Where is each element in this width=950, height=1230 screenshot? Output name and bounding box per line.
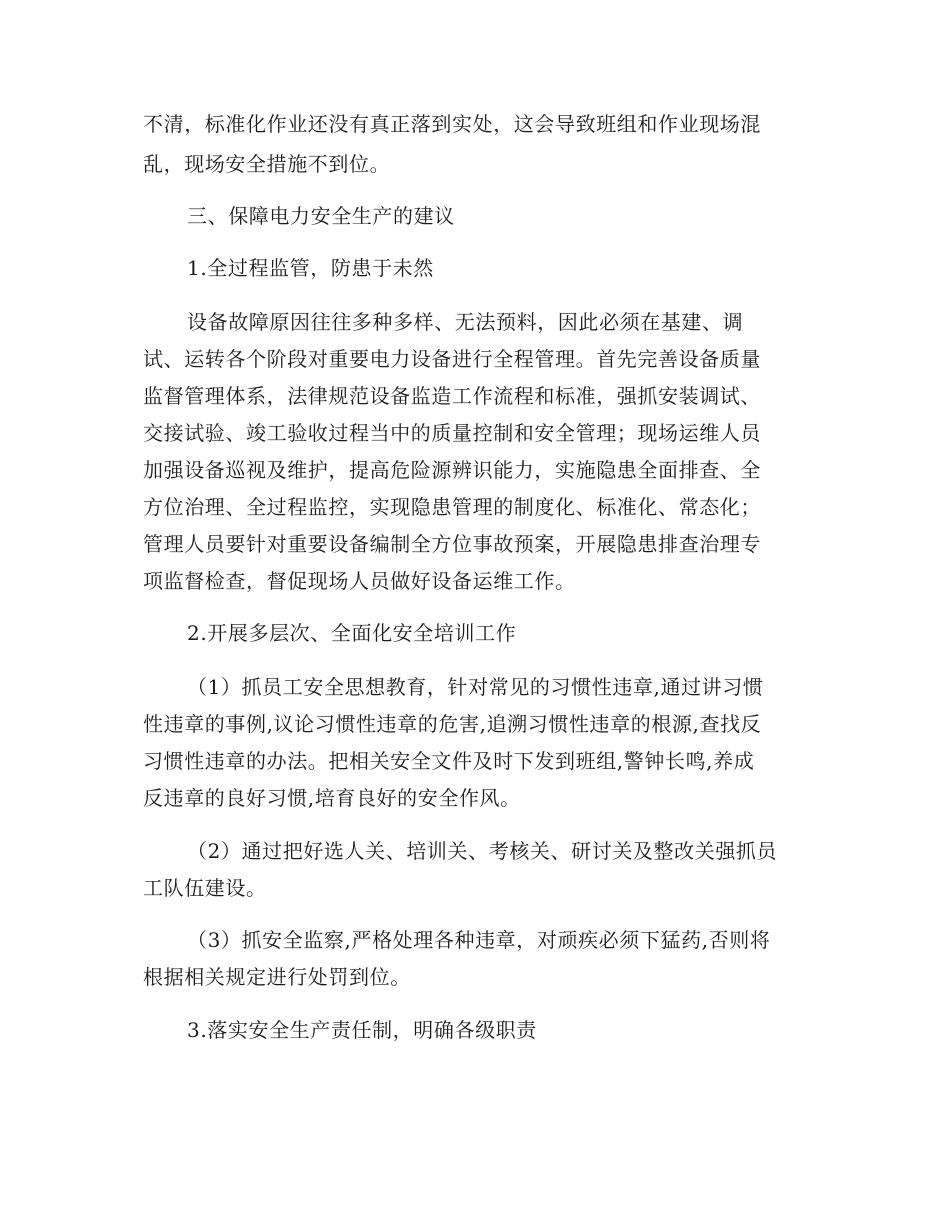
subsection-heading: 2.开展多层次、全面化安全培训工作: [187, 621, 517, 645]
paragraph-line: （3）抓安全监察,严格处理各种违章，对顽疾必须下猛药,否则将: [187, 928, 771, 952]
paragraph-line: 交接试验、竣工验收过程当中的质量控制和安全管理；现场运维人员: [143, 421, 761, 445]
subsection-heading: 1.全过程监管，防患于未然: [187, 256, 434, 280]
paragraph-line: 加强设备巡视及维护，提高危险源辨识能力，实施隐患全面排查、全: [143, 458, 761, 482]
paragraph-line: 乱，现场安全措施不到位。: [143, 152, 391, 176]
paragraph-line: 管理人员要针对重要设备编制全方位事故预案，开展隐患排查治理专: [143, 532, 761, 556]
section-heading: 三、保障电力安全生产的建议: [187, 204, 455, 228]
paragraph-line: 性违章的事例,议论习惯性违章的危害,追溯习惯性违章的根源,查找反: [143, 712, 762, 736]
paragraph-line: 方位治理、全过程监控，实现隐患管理的制度化、标准化、常态化；: [143, 495, 761, 519]
paragraph-line: 根据相关规定进行处罚到位。: [143, 965, 411, 989]
paragraph-line: （2）通过把好选人关、培训关、考核关、研讨关及整改关强抓员: [187, 839, 778, 863]
paragraph-line: 不清，标准化作业还没有真正落到实处，这会导致班组和作业现场混: [143, 112, 761, 136]
subsection-heading: 3.落实安全生产责任制，明确各级职责: [187, 1018, 537, 1042]
paragraph-line: 设备故障原因往往多种多样、无法预料，因此必须在基建、调: [187, 310, 744, 334]
paragraph-line: （1）抓员工安全思想教育，针对常见的习惯性违章,通过讲习惯: [187, 675, 764, 699]
paragraph-line: 工队伍建设。: [143, 876, 267, 900]
paragraph-line: 监督管理体系，法律规范设备监造工作流程和标准，强抓安装调试、: [143, 384, 761, 408]
paragraph-line: 习惯性违章的办法。把相关安全文件及时下发到班组,警钟长鸣,养成: [143, 749, 755, 773]
paragraph-line: 反违章的良好习惯,培育良好的安全作风。: [143, 786, 521, 810]
paragraph-line: 试、运转各个阶段对重要电力设备进行全程管理。首先完善设备质量: [143, 347, 761, 371]
paragraph-line: 项监督检查，督促现场人员做好设备运维工作。: [143, 569, 576, 593]
